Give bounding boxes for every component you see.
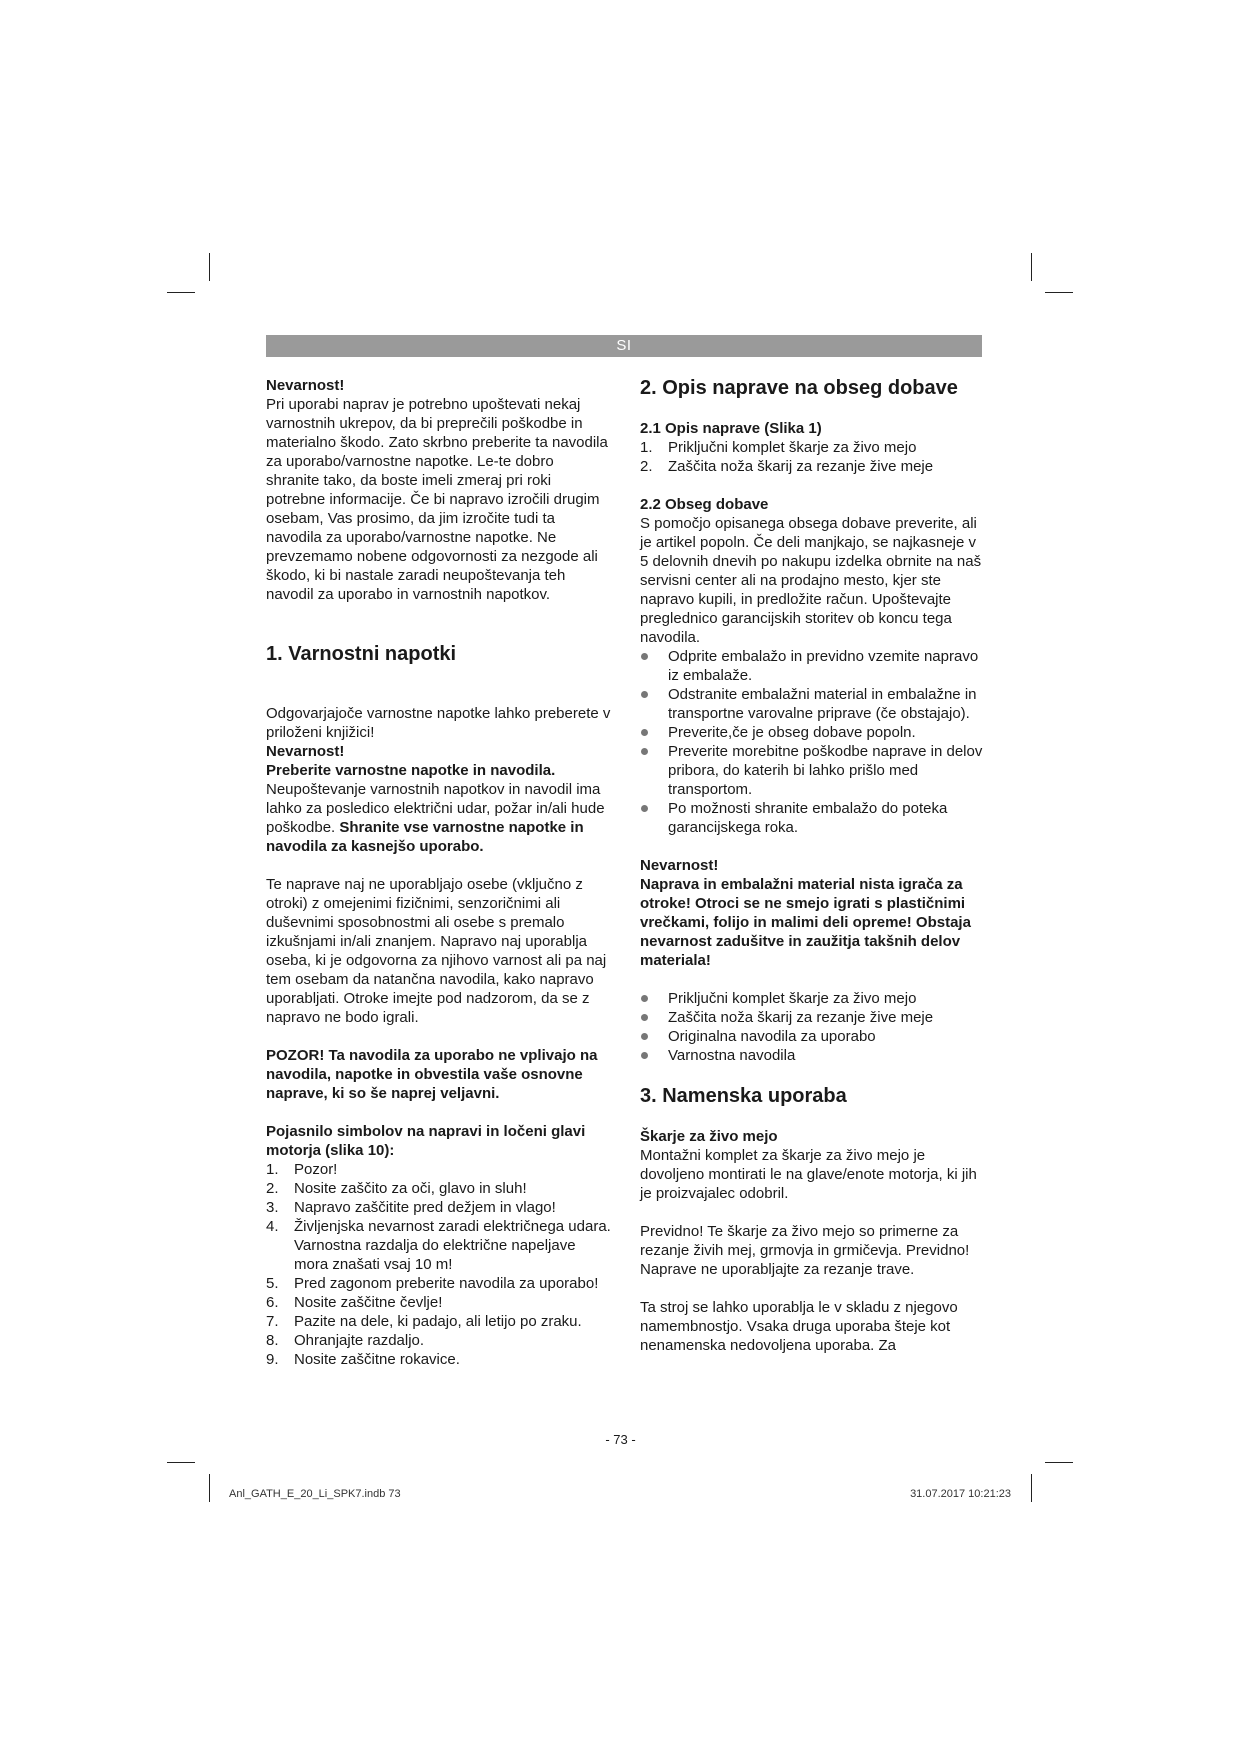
list-item: Po možnosti shranite embalažo do poteka garancijskega roka. [640, 799, 985, 837]
list-item: Zaščita noža škarij za rezanje žive meje [640, 1008, 985, 1027]
footer-timestamp: 31.07.2017 10:21:23 [910, 1488, 1011, 1500]
section-1-title: 1. Varnostni napotki [266, 643, 457, 665]
list-item: Priključni komplet škarje za živo mejo [640, 989, 985, 1008]
list-item-number: 1. [266, 1161, 279, 1178]
list-item: Originalna navodila za uporabo [640, 1027, 985, 1046]
list-item [266, 1179, 611, 1198]
packaging-warning-title: Nevarnost! [640, 857, 719, 874]
crop-mark [209, 253, 210, 281]
intro-title: Nevarnost! [266, 377, 345, 394]
section-3-paragraph-1: Montažni komplet za škarje za živo mejo je dovoljeno montirati le na glave/enote motorja, ki jih je proizvajalec odobril. [640, 1147, 977, 1202]
list-item [640, 438, 985, 457]
list-item-number: 5. [266, 1275, 279, 1292]
list-item-text: Nosite zaščitne rokavice. [294, 1351, 460, 1368]
list-item-text: Napravo zaščitite pred dežjem in vlago! [294, 1199, 556, 1216]
crop-mark [167, 292, 195, 293]
section-1-paragraph-2-text: Neupoštevanje varnostnih napotkov in navodil ima lahko za posledico električni udar, požar in/ali hude poškodbe. [266, 781, 605, 836]
list-item-text: Pozor! [294, 1161, 338, 1178]
list-item-number: 4. [266, 1218, 279, 1235]
list-item [266, 1293, 611, 1312]
list-item: Preverite morebitne poškodbe naprave in delov pribora, do katerih bi lahko prišlo med transportom. [640, 742, 985, 799]
list-item-text: Nosite zaščito za oči, glavo in sluh! [294, 1180, 527, 1197]
left-column [266, 376, 611, 1369]
crop-mark [1031, 1474, 1032, 1502]
symbols-title: Pojasnilo simbolov na napravi in ločeni glavi motorja (slika 10): [266, 1123, 586, 1159]
footer-file-name: Anl_GATH_E_20_Li_SPK7.indb 73 [229, 1488, 401, 1500]
list-item [266, 1312, 611, 1331]
crop-mark [1031, 253, 1032, 281]
section-3-paragraph-3: Ta stroj se lahko uporablja le v skladu z njegovo namembnostjo. Vsaka druga uporaba šteje kot nenamenska nedovoljena uporaba. Za [640, 1299, 958, 1354]
list-item [266, 1198, 611, 1217]
list-item: Preverite,če je obseg dobave popoln. [640, 723, 985, 742]
crop-mark [209, 1474, 210, 1502]
list-item-number: 8. [266, 1332, 279, 1349]
list-item: Odprite embalažo in previdno vzemite napravo iz embalaže. [640, 647, 985, 685]
list-item [266, 1350, 611, 1369]
list-item-text: Pazite na dele, ki padajo, ali letijo po zraku. [294, 1313, 582, 1330]
scope-of-delivery-list [640, 989, 985, 1065]
list-item [266, 1331, 611, 1350]
section-3-paragraph-2: Previdno! Te škarje za živo mejo so primerne za rezanje živih mej, grmovja in grmičevja. Previdno! Naprave ne uporabljajte za rezanje trave. [640, 1223, 970, 1278]
list-item-text: Pred zagonom preberite navodila za uporabo! [294, 1275, 599, 1292]
crop-mark [1045, 1462, 1073, 1463]
list-item-text: Zaščita noža škarij za rezanje žive meje [668, 458, 934, 475]
section-1-paragraph-1: Odgovarjajoče varnostne napotke lahko preberete v priloženi knjižici! [266, 705, 611, 741]
list-item [640, 457, 985, 476]
intro-body: Pri uporabi naprav je potrebno upoštevati nekaj varnostnih ukrepov, da bi preprečili poškodbe in materialno škodo. Zato skrbno preberite ta navodila za uporabo/varnostne napotke. Le-te dobro shranite tako, da boste imeli zmeraj pri roki potrebne informacije. Če bi napravo izročili drugim osebam, Vas prosimo, da jim izročite tudi ta navodila za uporabo/varnostne napotke. Ne prevzemamo nobene odgovornosti za nezgode ali škodo, ki bi nastale zaradi neupoštevanja teh navodil za uporabo in varnostnih napotkov. [266, 396, 608, 603]
list-item [266, 1217, 611, 1274]
list-item: Varnostna navodila [640, 1046, 985, 1065]
crop-mark [1045, 292, 1073, 293]
language-header-bar: SI [266, 335, 982, 357]
symbols-list [266, 1160, 611, 1369]
list-item: Odstranite embalažni material in embalažne in transportne varovalne priprave (če obstajajo). [640, 685, 985, 723]
list-item-text: Življenjska nevarnost zaradi električnega udara. Varnostna razdalja do električne napeljave mora znašati vsaj 10 m! [294, 1218, 611, 1273]
packaging-warning-body: Naprava in embalažni material nista igrača za otroke! Otroci se ne smejo igrati s plastičnimi vrečkami, folijo in malimi deli opreme! Obstaja nevarnost zadušitve in zaužitja takšnih delov materiala! [640, 876, 971, 969]
list-item-text: Ohranjajte razdaljo. [294, 1332, 425, 1349]
section-3-title: 3. Namenska uporaba [640, 1085, 847, 1107]
page-number: - 73 - [605, 1432, 636, 1447]
list-item-number: 9. [266, 1351, 279, 1368]
section-2-2-title: 2.2 Obseg dobave [640, 496, 769, 513]
section-2-title: 2. Opis naprave na obseg dobave [640, 377, 958, 399]
section-3-subtitle: Škarje za živo mejo [640, 1128, 778, 1145]
list-item-number: 2. [266, 1180, 279, 1197]
section-1-paragraph-2-bold: Shranite vse varnostne napotke in navodila za kasnejšo uporabo. [266, 819, 584, 855]
section-1-paragraph-3: Te naprave naj ne uporabljajo osebe (vključno z otroki) z omejenimi fizičnimi, senzoričnimi ali duševnimi sposobnostmi ali osebe s premalo izkušnjami in/ali znanjem. Napravo naj uporablja oseba, ki je odgovorna za njihovo varnost ali pa naj tem osebam da natančna navodila, kako napravo uporabljati. Otroke imejte pod nadzorom, da se z napravo ne bodo igrali. [266, 876, 607, 1026]
section-1-paragraph-2 [266, 780, 611, 856]
list-item-number: 6. [266, 1294, 279, 1311]
section-1-warning-title: Nevarnost! [266, 743, 345, 760]
right-column [640, 376, 985, 1355]
crop-mark [167, 1462, 195, 1463]
device-description-list [640, 438, 985, 476]
delivery-check-list [640, 647, 985, 837]
list-item [266, 1160, 611, 1179]
list-item-number: 7. [266, 1313, 279, 1330]
section-1-pozor: POZOR! Ta navodila za uporabo ne vplivajo na navodila, napotke in obvestila vaše osnovne naprave, ki so še naprej veljavni. [266, 1047, 598, 1102]
list-item-number: 2. [640, 458, 653, 475]
section-1-read-instructions: Preberite varnostne napotke in navodila. [266, 762, 556, 779]
section-2-2-body: S pomočjo opisanega obsega dobave preverite, ali je artikel popoln. Če deli manjkajo, se najkasneje v 5 delovnih dnevih po nakupu izdelka obrnite na naš servisni center ali na prodajno mesto, kjer ste napravo kupili, in predložite račun. Upoštevajte preglednico garancijskih storitev ob koncu tega navodila. [640, 515, 982, 646]
list-item-number: 1. [640, 439, 653, 456]
list-item [266, 1274, 611, 1293]
list-item-text: Nosite zaščitne čevlje! [294, 1294, 443, 1311]
list-item-number: 3. [266, 1199, 279, 1216]
list-item-text: Priključni komplet škarje za živo mejo [668, 439, 917, 456]
section-2-1-title: 2.1 Opis naprave (Slika 1) [640, 420, 822, 437]
